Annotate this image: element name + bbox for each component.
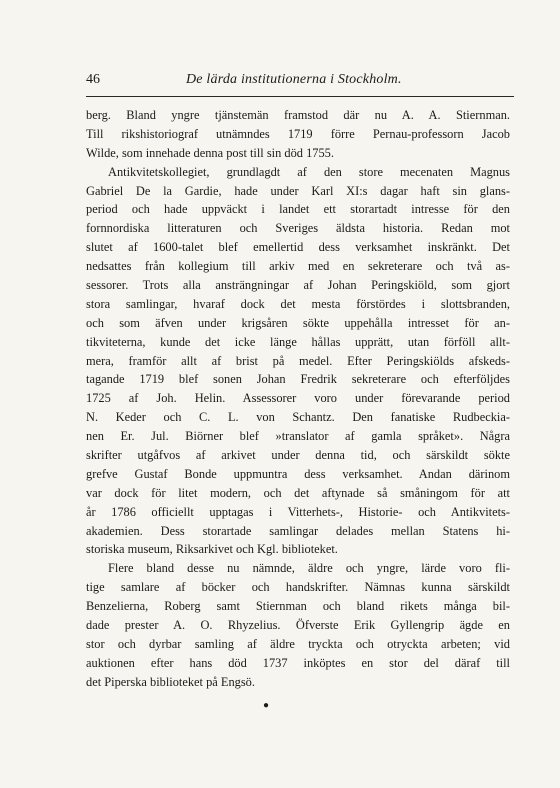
text-line: slutet af 1600-talet blef emellertid dess verksamhet inskränkt. Det [86, 240, 510, 255]
text-line: grefve Gustaf Bonde uppmuntra dess verksamhet. Andan därinom [86, 466, 510, 481]
text-line: Wilde, som innehade denna post till sin död 1755. [86, 145, 334, 160]
text-line: fornnordiska litteraturen och Sveriges äldsta historia. Redan mot [86, 221, 510, 236]
text-line: period och hade uppväckt i landet ett storartadt intresse för den [86, 202, 510, 217]
text-line: Benzelierna, Roberg samt Stiernman och bland rikets många bil- [86, 599, 510, 614]
text-line: N. Keder och C. L. von Schantz. Den fanatiske Rudbeckia- [86, 410, 510, 425]
text-line: nen Er. Jul. Biörner blef »translator af gamla språket». Några [86, 429, 510, 444]
running-title: De lärda institutionerna i Stockholm. [186, 72, 402, 87]
text-line: nedsattes från kollegium till arkiv med en sekreterare och två as- [86, 259, 510, 274]
text-line: stor och dyrbar samling af äldre tryckta och otryckta arbeten; vid [86, 636, 510, 651]
text-line: det Piperska biblioteket på Engsö. [86, 674, 255, 689]
text-line: sessorer. Trots alla ansträngningar af Johan Peringskiöld, som gjort [86, 278, 510, 293]
text-line: stora samlingar, hvaraf dock det mesta förstördes i slottsbranden, [86, 296, 510, 311]
text-line: Flere bland desse nu nämnde, äldre och yngre, lärde voro fli- [108, 561, 510, 576]
text-line: år 1786 officiellt upptagas i Vitterhets-, Historie- och Antikvitets- [86, 504, 510, 519]
text-line: Till rikshistoriograf utnämndes 1719 förre Pernau-professorn Jacob [86, 126, 510, 141]
text-line: tagande 1719 blef sonen Johan Fredrik sekreterare och efterföljdes [86, 372, 510, 387]
text-line: auktionen efter hans död 1737 inköptes en stor del däraf till [86, 655, 510, 670]
page-number: 46 [86, 72, 100, 87]
text-line: berg. Bland yngre tjänstemän framstod där nu A. A. Stiernman. [86, 108, 510, 122]
page-header [86, 72, 510, 98]
text-line: mera, framför allt af brist på medel. Efter Peringskiölds afskeds- [86, 353, 510, 368]
text-line: tige samlare af böcker och handskrifter. Nämnas kunna särskildt [86, 580, 510, 595]
text-line: Antikvitetskollegiet, grundlagdt af den store mecenaten Magnus [108, 164, 510, 179]
book-page [86, 72, 510, 692]
ornament-dot-icon: ● [263, 700, 270, 711]
paragraph [86, 106, 510, 163]
text-line: 1725 af Joh. Helin. Assessorer voro under förevarande period [86, 391, 510, 406]
paragraph [86, 163, 510, 560]
text-line: storiska museum, Riksarkivet och Kgl. biblioteket. [86, 542, 338, 557]
text-line: och som äfven under krigsåren sökte uppehålla intresset för an- [86, 315, 510, 330]
body-text [86, 106, 510, 692]
text-line: var dock för litet modern, och det aftynade så småningom för att [86, 485, 510, 500]
paragraph [86, 559, 510, 691]
header-rule [86, 96, 514, 97]
text-line: dade prester A. O. Rhyzelius. Öfverste Erik Gyllengrip ägde en [86, 618, 510, 633]
text-line: Gabriel De la Gardie, hade under Karl XI:s dagar haft sin glans- [86, 183, 510, 198]
text-line: akademien. Dess storartade samlingar delades mellan Statens hi- [86, 523, 510, 538]
text-line: skrifter utgåfvos af arkivet under denna tid, och särskildt sökte [86, 448, 510, 463]
text-line: tikviteterna, kunde det icke länge hållas upprätt, utan förföll allt- [86, 334, 510, 349]
